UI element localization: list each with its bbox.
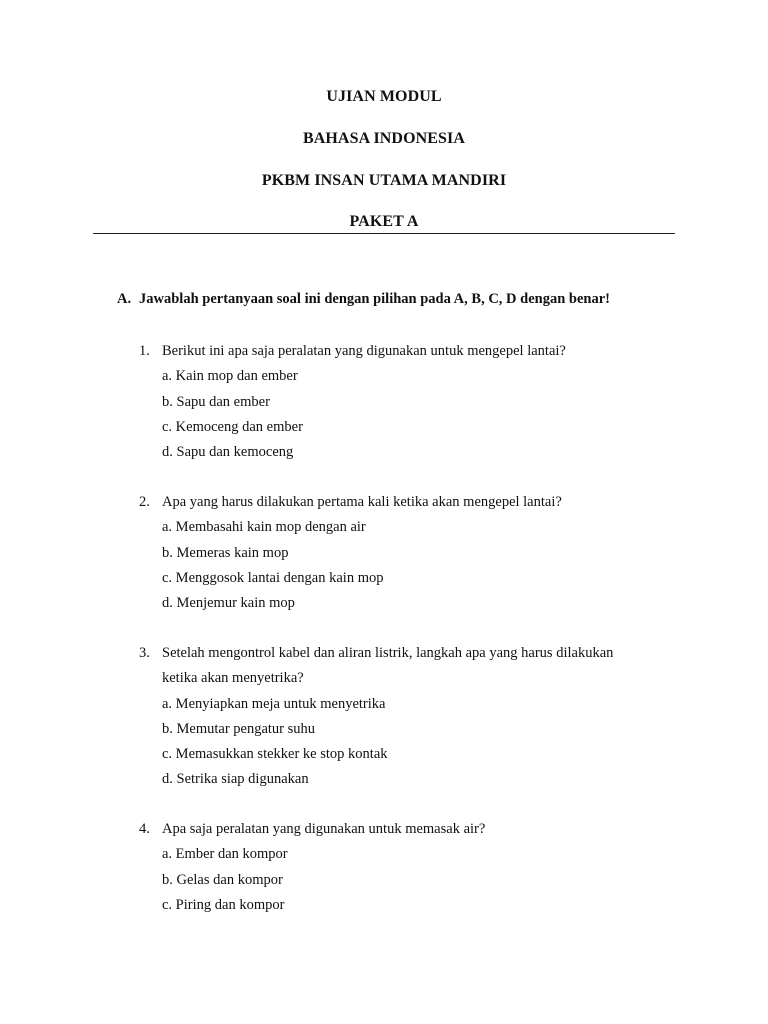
question-number: 2. bbox=[139, 494, 150, 510]
question-2 bbox=[139, 490, 562, 616]
answer-option-a: a. Membasahi kain mop dengan air bbox=[162, 519, 366, 536]
section-instruction-text: Jawablah pertanyaan soal ini dengan pilihan pada A, B, C, D dengan benar! bbox=[139, 291, 610, 307]
answer-option-b: b. Memeras kain mop bbox=[162, 544, 289, 561]
question-4 bbox=[139, 817, 485, 918]
answer-option-a: a. Kain mop dan ember bbox=[162, 368, 298, 385]
package-title: PAKET A bbox=[349, 213, 419, 230]
section-instruction bbox=[117, 291, 610, 308]
answer-option-a: a. Menyiapkan meja untuk menyetrika bbox=[162, 695, 386, 712]
question-stem: Setelah mengontrol kabel dan aliran listrik, langkah apa yang harus dilakukan bbox=[162, 645, 614, 661]
answer-option-b: b. Gelas dan kompor bbox=[162, 871, 283, 888]
section-letter: A. bbox=[117, 291, 132, 307]
question-3 bbox=[139, 641, 613, 793]
subject-title: BAHASA INDONESIA bbox=[302, 130, 466, 147]
answer-option-d: d. Setrika siap digunakan bbox=[162, 771, 309, 788]
question-number: 4. bbox=[139, 821, 150, 837]
answer-option-a: a. Ember dan kompor bbox=[162, 846, 288, 863]
answer-option-b: b. Memutar pengatur suhu bbox=[162, 720, 316, 737]
answer-option-d: d. Sapu dan kemoceng bbox=[162, 444, 294, 461]
answer-option-b: b. Sapu dan ember bbox=[162, 393, 270, 410]
answer-option-c: c. Kemoceng dan ember bbox=[162, 418, 303, 435]
question-1 bbox=[139, 339, 566, 465]
header-divider bbox=[93, 233, 675, 234]
answer-option-c: c. Piring dan kompor bbox=[162, 896, 285, 913]
question-stem-continued: ketika akan menyetrika? bbox=[162, 670, 304, 687]
question-number: 3. bbox=[139, 645, 150, 661]
answer-option-c: c. Menggosok lantai dengan kain mop bbox=[162, 569, 384, 586]
institution-title: PKBM INSAN UTAMA MANDIRI bbox=[261, 172, 507, 189]
question-stem: Apa saja peralatan yang digunakan untuk memasak air? bbox=[162, 821, 486, 837]
question-stem: Apa yang harus dilakukan pertama kali ketika akan mengepel lantai? bbox=[162, 494, 562, 510]
answer-option-d: d. Menjemur kain mop bbox=[162, 595, 295, 612]
question-stem: Berikut ini apa saja peralatan yang digunakan untuk mengepel lantai? bbox=[162, 343, 566, 359]
question-number: 1. bbox=[139, 343, 150, 359]
exam-title: UJIAN MODUL bbox=[326, 88, 442, 105]
answer-option-c: c. Memasukkan stekker ke stop kontak bbox=[162, 746, 388, 763]
